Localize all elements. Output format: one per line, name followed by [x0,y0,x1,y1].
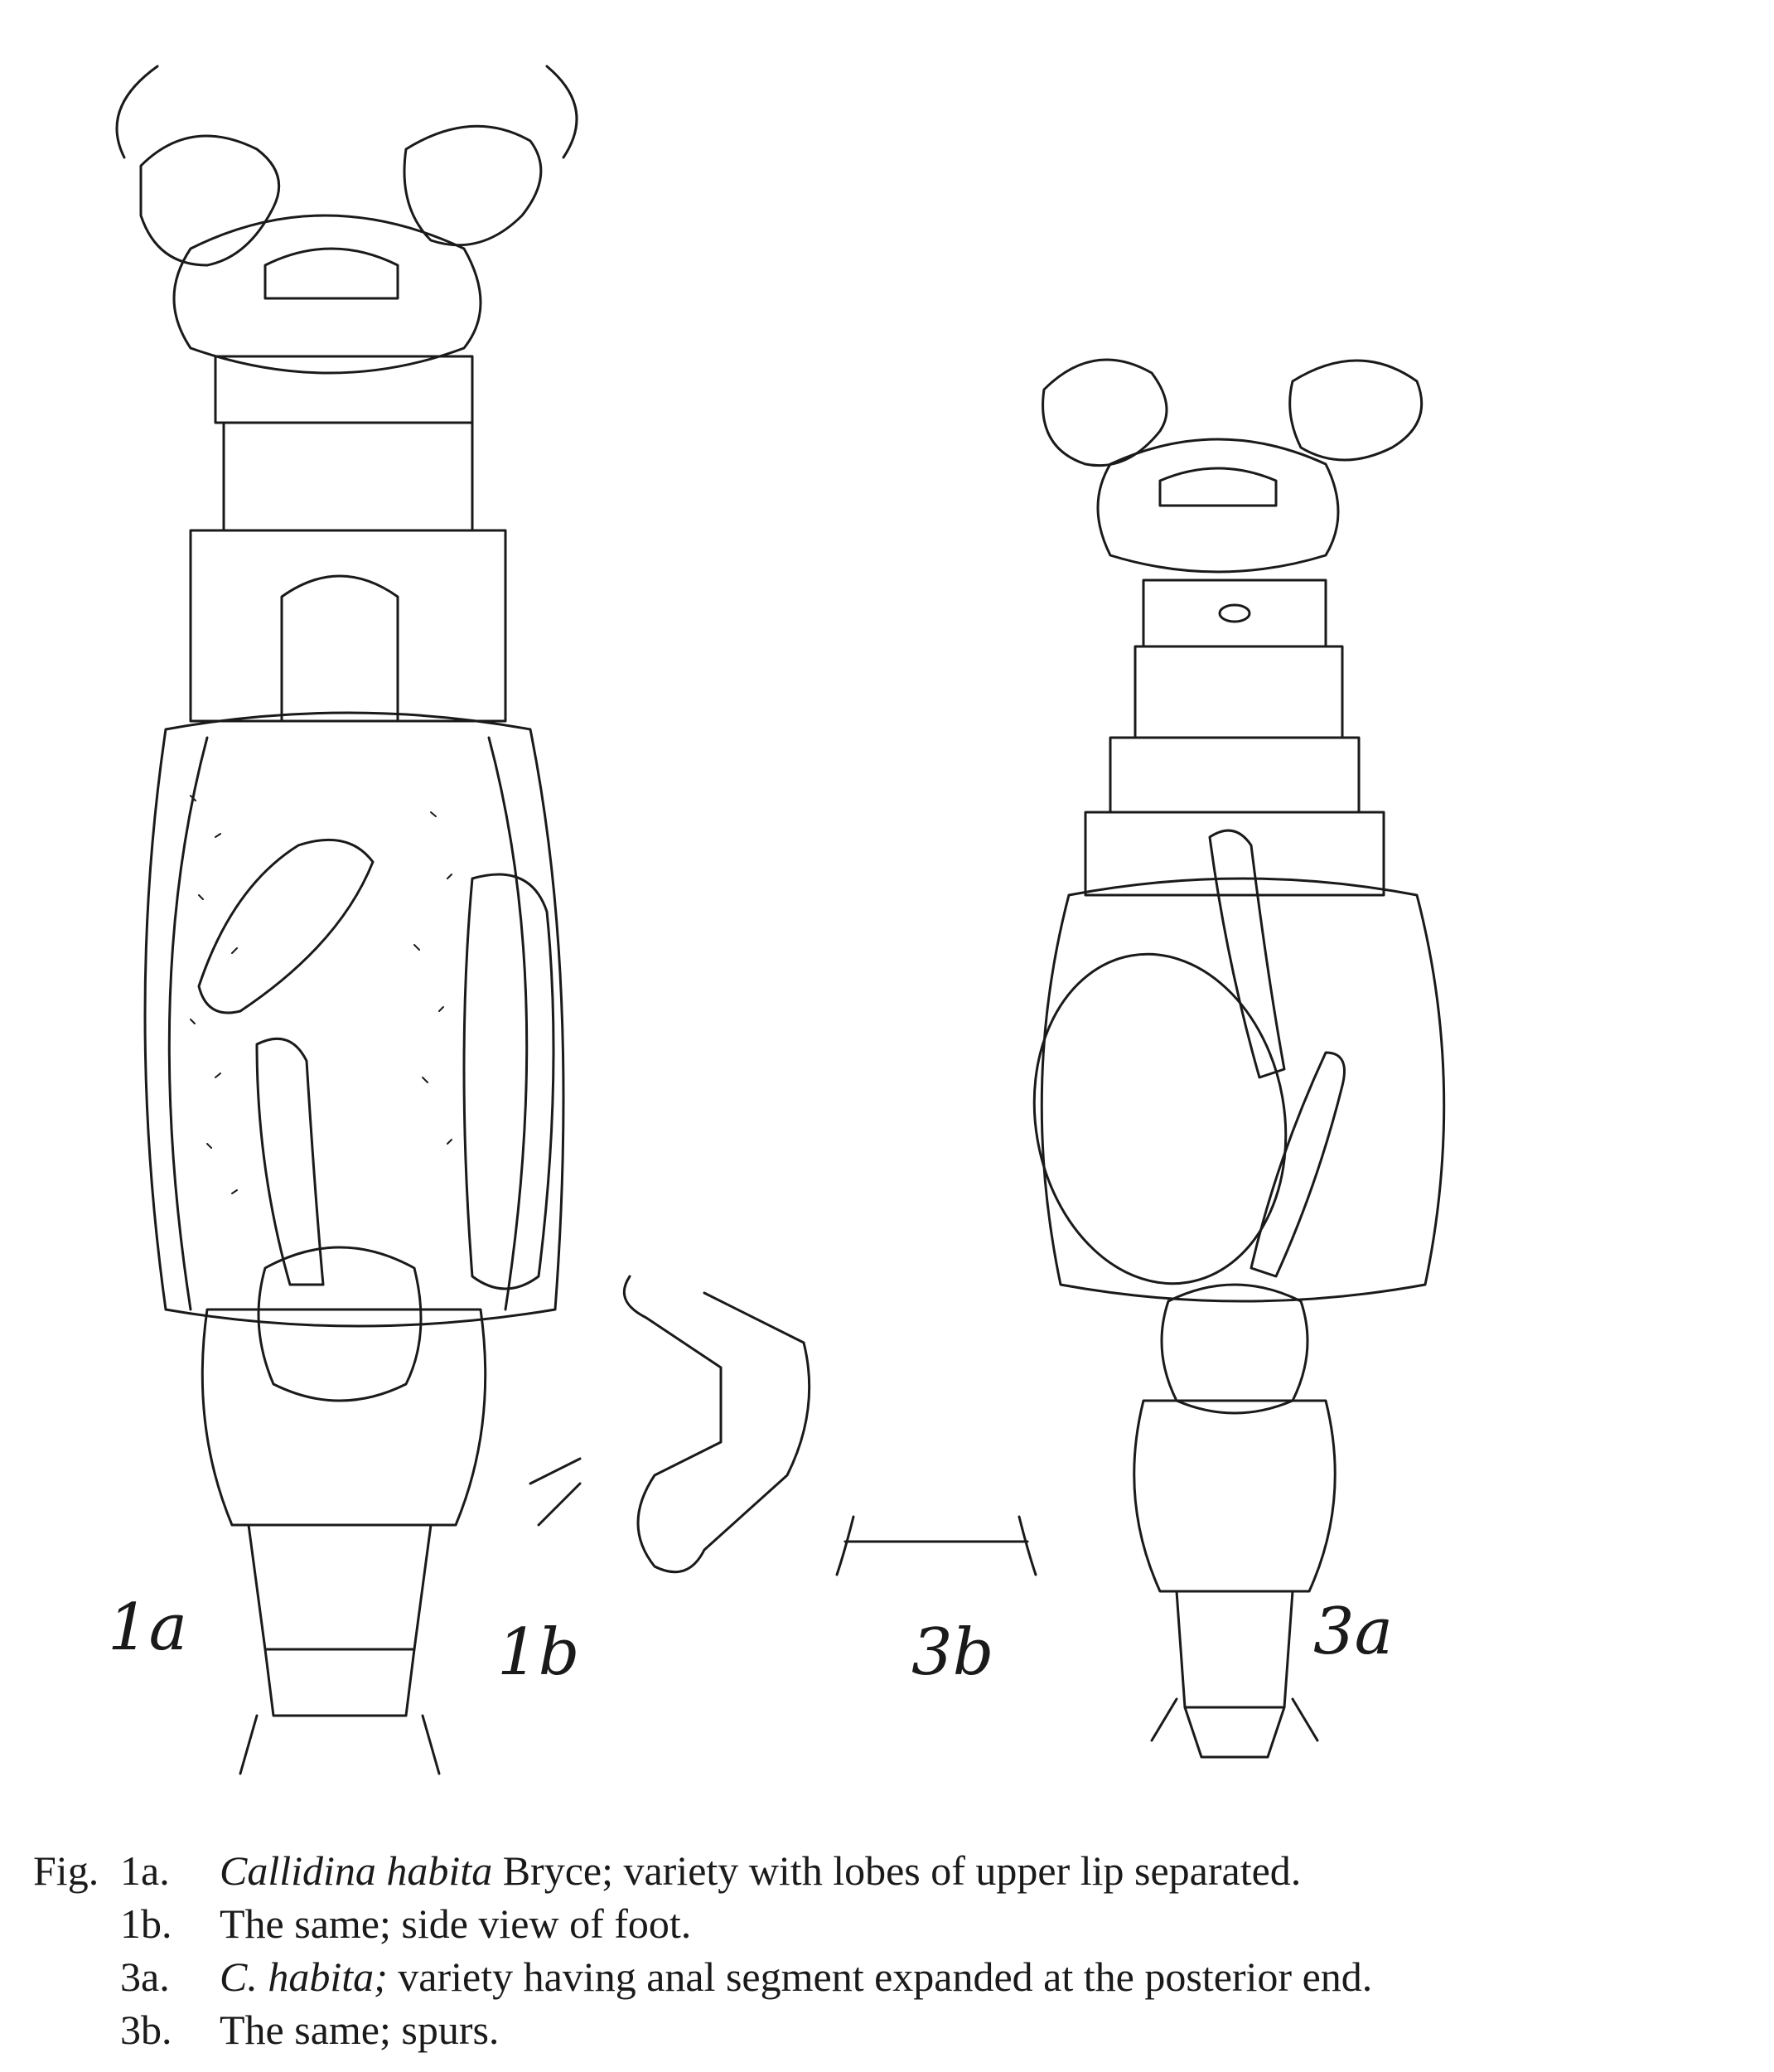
caption-text [220,1844,1301,1897]
caption-description: variety having anal segment expanded at the posterior end. [387,1953,1373,2000]
caption-number: 1a. [120,1847,170,1894]
caption-text [220,1950,1372,2003]
caption-row [33,1844,1757,1897]
caption-text [220,1897,691,1950]
caption-text [220,2003,499,2056]
caption-row [33,1950,1757,2003]
caption-description: The same; side view of foot. [220,1900,692,1947]
caption-species-name: Callidina habita [220,1847,493,1894]
caption-row [33,2003,1757,2056]
caption-description: The same; spurs. [220,2007,500,2053]
figure-3a-label: 3a [1313,1595,1394,1669]
caption-species-name: C. habita; [220,1953,388,2000]
caption-description: Bryce; variety with lobes of upper lip separated. [492,1847,1302,1894]
caption-number: 1b. [120,1900,172,1947]
figure-1b-label: 1b [497,1615,580,1690]
figure-1a-label: 1a [108,1590,188,1665]
figure-caption [33,1844,1757,2056]
caption-row [33,1897,1757,1950]
caption-number: 3a. [120,1953,170,2000]
caption-number: 3b. [120,2007,172,2053]
figure-3b-label: 3b [911,1615,994,1690]
caption-prefix: Fig. [33,1847,99,1894]
